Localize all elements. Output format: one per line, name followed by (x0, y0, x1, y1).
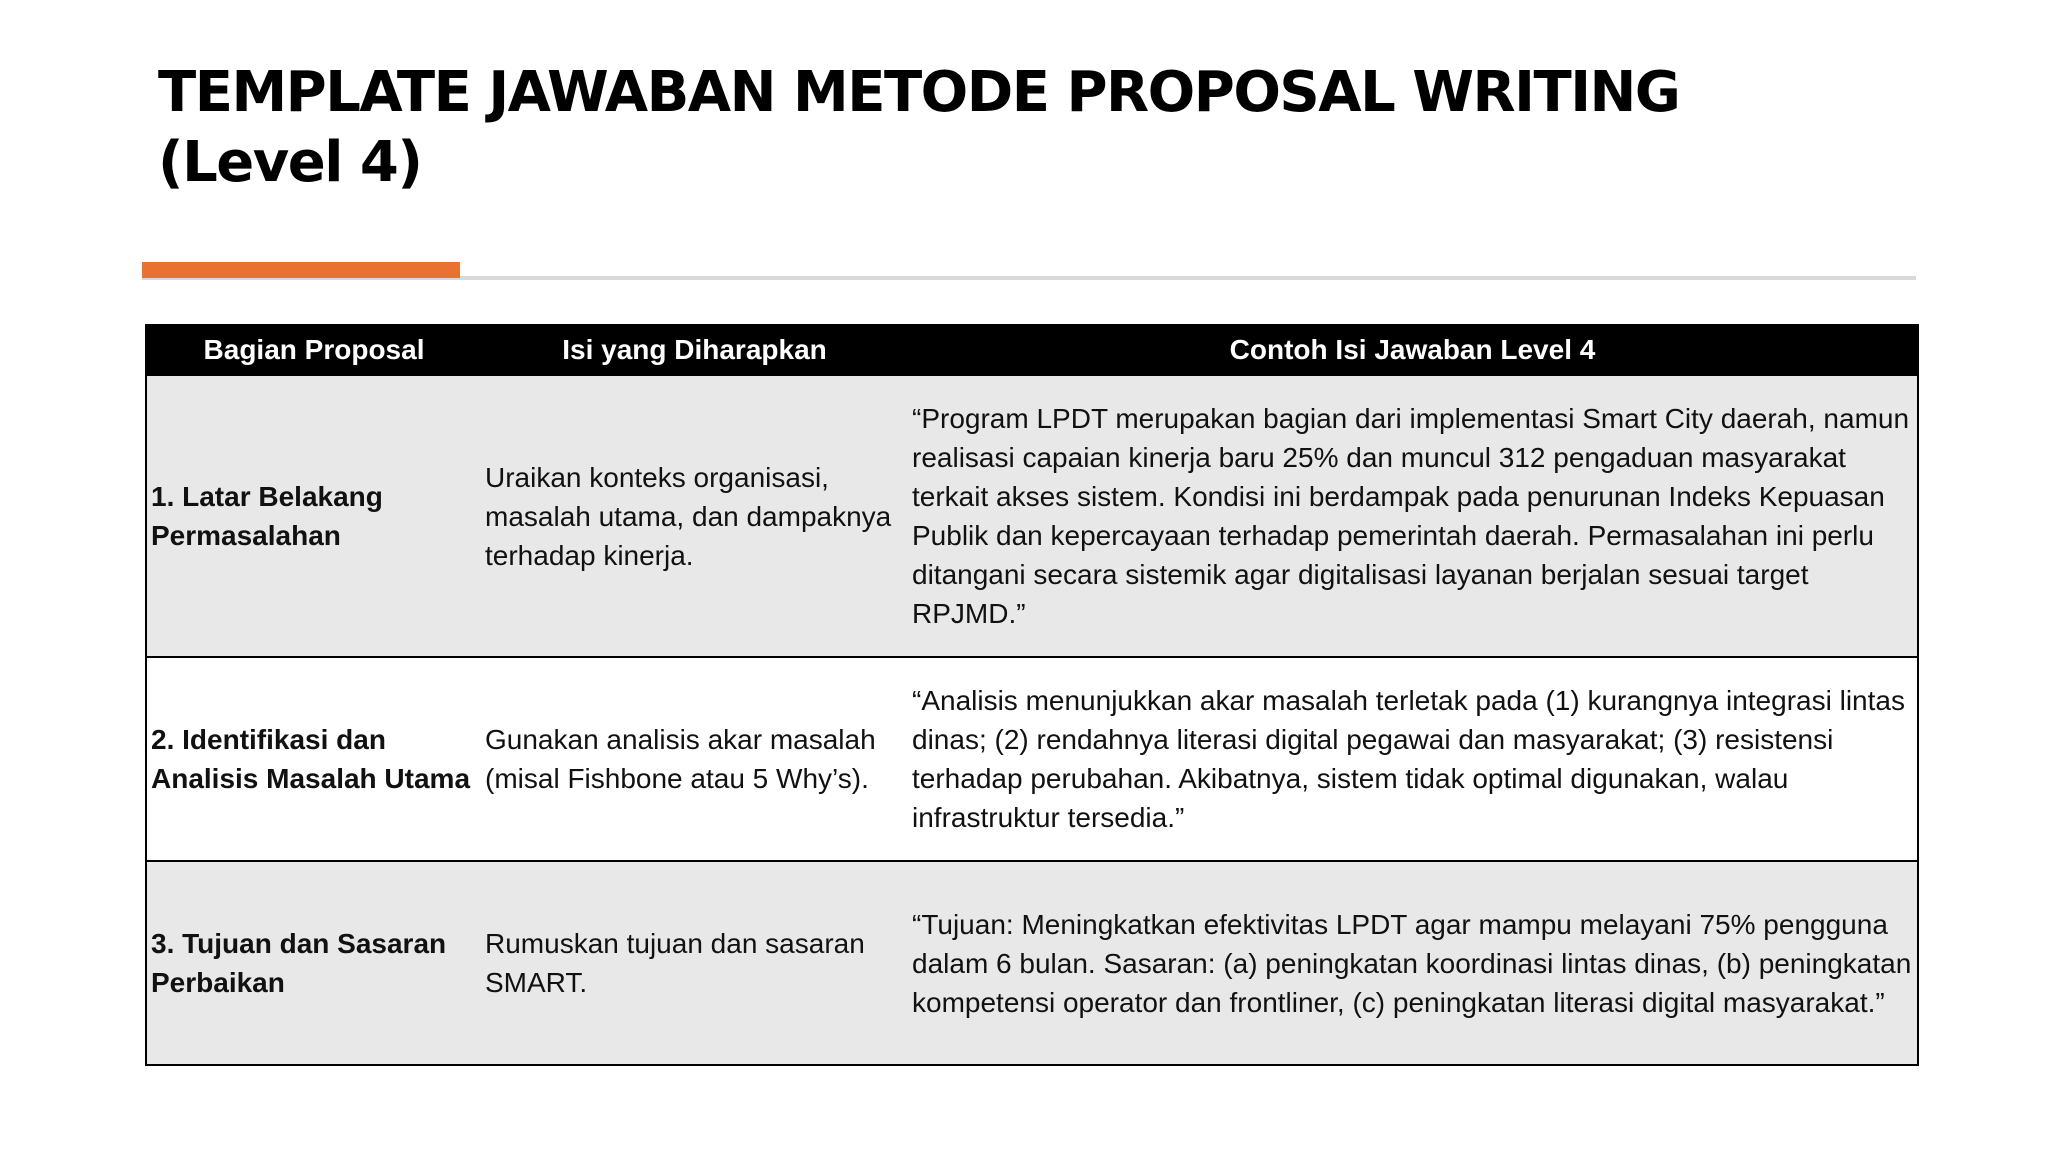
cell-isi: Rumuskan tujuan dan sasaran SMART. (481, 861, 908, 1065)
cell-isi: Uraikan konteks organisasi, masalah utama, dan dampaknya terhadap kinerja. (481, 375, 908, 657)
table-row (146, 375, 1918, 657)
table-row (146, 657, 1918, 861)
header-isi-yang-diharapkan: Isi yang Diharapkan (481, 325, 908, 375)
table-header-row (146, 325, 1918, 375)
page-title-line-2: (Level 4) (158, 130, 422, 195)
cell-contoh: “Analisis menunjukkan akar masalah terletak pada (1) kurangnya integrasi lintas dinas; (2) rendahnya literasi digital pegawai dan masyarakat; (3) resistensi terhadap perubahan. Akibatnya, sistem tidak optimal digunakan, walau infrastruktur tersedia.” (908, 657, 1918, 861)
cell-contoh: “Program LPDT merupakan bagian dari implementasi Smart City daerah, namun realisasi capaian kinerja baru 25% dan muncul 312 pengaduan masyarakat terkait akses sistem. Kondisi ini berdampak pada penurunan Indeks Kepuasan Publik dan kepercayaan terhadap pemerintah daerah. Permasalahan ini perlu ditangani secara sistemik agar digitalisasi layanan berjalan sesuai target RPJMD.” (908, 375, 1918, 657)
page-title (158, 58, 1858, 198)
header-contoh-isi-jawaban: Contoh Isi Jawaban Level 4 (908, 325, 1918, 375)
cell-isi: Gunakan analisis akar masalah (misal Fishbone atau 5 Why’s). (481, 657, 908, 861)
header-bagian-proposal: Bagian Proposal (146, 325, 481, 375)
page-title-line-1: TEMPLATE JAWABAN METODE PROPOSAL WRITING (158, 60, 1680, 125)
cell-contoh: “Tujuan: Meningkatkan efektivitas LPDT agar mampu melayani 75% pengguna dalam 6 bulan. Sasaran: (a) peningkatan koordinasi lintas dinas, (b) peningkatan kompetensi operator dan frontliner, (c) peningkatan literasi digital masyarakat.” (908, 861, 1918, 1065)
cell-bagian: 2. Identifikasi dan Analisis Masalah Utama (146, 657, 481, 861)
accent-bar (142, 262, 460, 278)
proposal-table (145, 324, 1919, 1066)
cell-bagian: 1. Latar Belakang Permasalahan (146, 375, 481, 657)
cell-bagian: 3. Tujuan dan Sasaran Perbaikan (146, 861, 481, 1065)
table-row (146, 861, 1918, 1065)
